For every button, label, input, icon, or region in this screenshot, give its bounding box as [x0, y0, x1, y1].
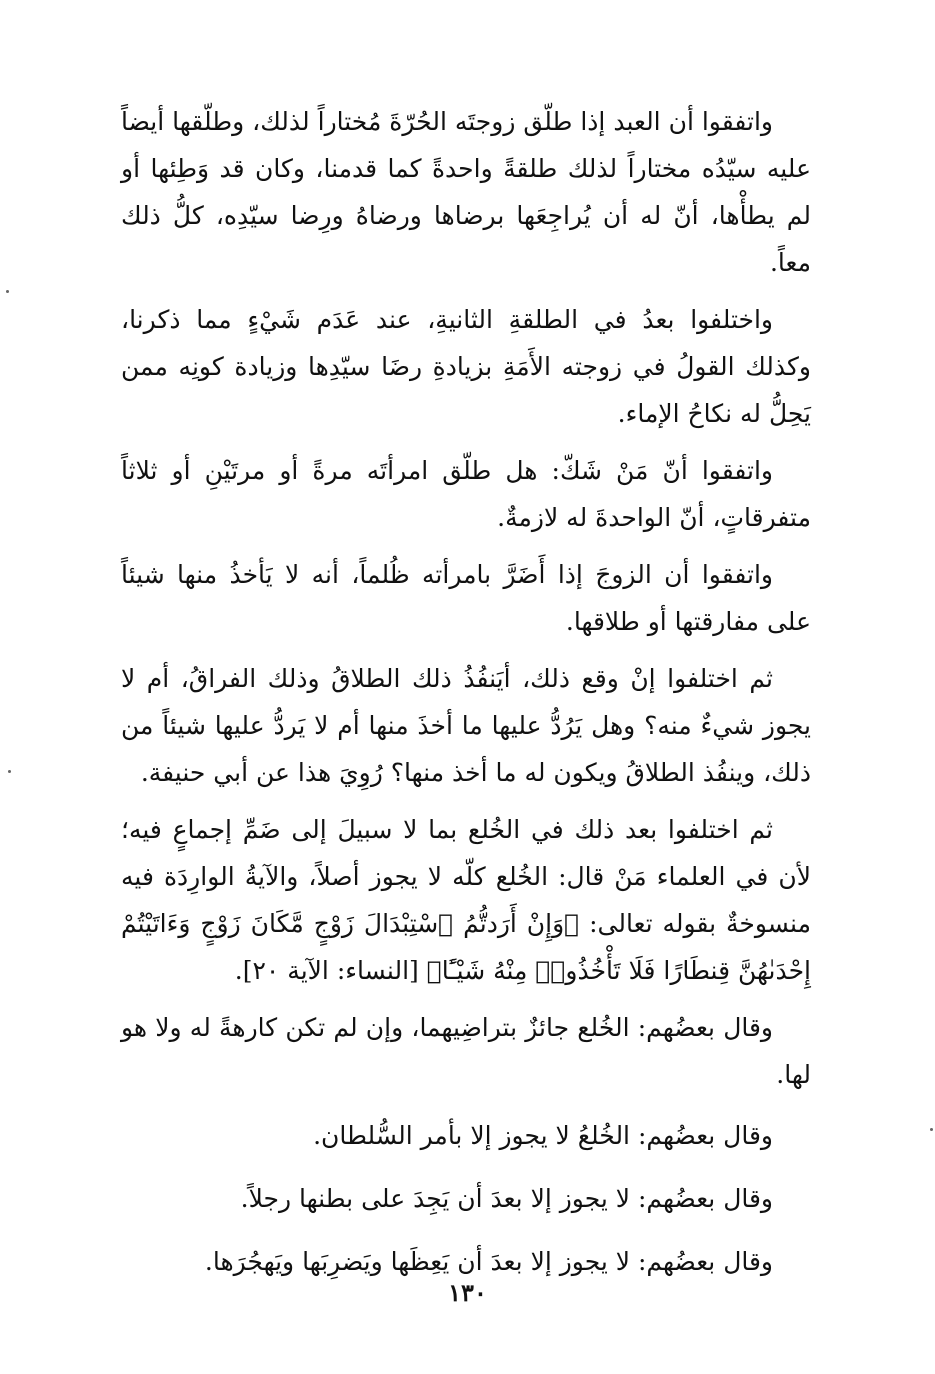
scan-speck — [8, 770, 11, 773]
page-body — [121, 98, 811, 1297]
paragraph-doubt: واتفقوا أنّ مَنْ شَكّ: هل طلّق امرأتَه مرةً أو مرتَيْنِ أو ثلاثاً متفرقاتٍ، أنّ الواحدةَ له لازمةٌ. — [121, 456, 811, 532]
paragraph-khul-dispute: ثم اختلفوا بعد ذلك في الخُلع بما لا سبيلَ إلى ضَمِّ إجماعٍ فيه؛ لأن في العلماء مَنْ قال: الخُلع كلّه لا يجوز أصلاً، والآيةُ الوارِدَة فيه منسوخةٌ بقوله تعالى: ﴿وَإِنْ أَرَدتُّمُ ٱسْتِبْدَالَ زَوْجٍ مَّكَانَ زَوْجٍ وَءَاتَيْتُمْ إِحْدَىٰهُنَّ قِنطَارًا فَلَا تَأْخُذُوا۟ مِنْهُ شَيْـًٔا﴾ [النساء: الآية ٢٠]. — [121, 815, 811, 985]
scan-speck — [6, 290, 9, 293]
paragraph-khul-consent: وقال بعضُهم: الخُلع جائزٌ بتراضِيهما، وإن لم تكن كارهةً له ولا هو لها. — [121, 1013, 811, 1089]
saying-sultan: وقال بعضُهم: الخُلعُ لا يجوز إلا بأمر السُّلطان. — [313, 1121, 773, 1150]
paragraph-validity: ثم اختلفوا إنْ وقع ذلك، أيَنفُذُ ذلك الطلاقُ وذلك الفراقُ، أم لا يجوز شيءٌ منه؟ وهل يَرُدُّ عليها ما أخذَ منها أم لا يَردُّ عليها شيئاً من ذلك، وينفُذ الطلاقُ ويكون له ما أخذ منها؟ رُوِيَ هذا عن أبي حنيفة. — [121, 664, 811, 787]
saying-admonish: وقال بعضُهم: لا يجوز إلا بعدَ أن يَعِظَها ويَضرِبَها ويَهجُرَها. — [204, 1247, 773, 1276]
scan-speck — [930, 1128, 933, 1131]
paragraph-slave-divorce: واتفقوا أن العبد إذا طلّق زوجتَه الحُرّةَ مُختاراً لذلك، وطلّقها أيضاً عليه سيّدُه مختاراً لذلك طلقةً واحدةً كما قدمنا، وكان قد وَطِئها أو لم يطأْها، أنّ له أن يُراجِعَها برضاها ورضاهُ ورِضا سيّدِه، كلُّ ذلك معاً. — [121, 107, 811, 277]
paragraph-harm: واتفقوا أن الزوجَ إذا أَضَرَّ بامرأته ظُلماً، أنه لا يَأخذُ منها شيئاً على مفارقتها أو طلاقها. — [121, 560, 811, 636]
paragraph-second-divorce: واختلفوا بعدُ في الطلقةِ الثانيةِ، عند عَدَم شَيْءٍ مما ذكرنا، وكذلك القولُ في زوجته الأَمَةِ بزيادةِ رضَا سيّدِها وزيادة كونِه ممن يَحِلُّ له نكاحُ الإماء. — [121, 305, 811, 428]
saying-man-found: وقال بعضُهم: لا يجوز إلا بعدَ أن يَجِدَ على بطنها رجلاً. — [240, 1184, 773, 1213]
page-number: ١٣٠ — [448, 1278, 487, 1307]
